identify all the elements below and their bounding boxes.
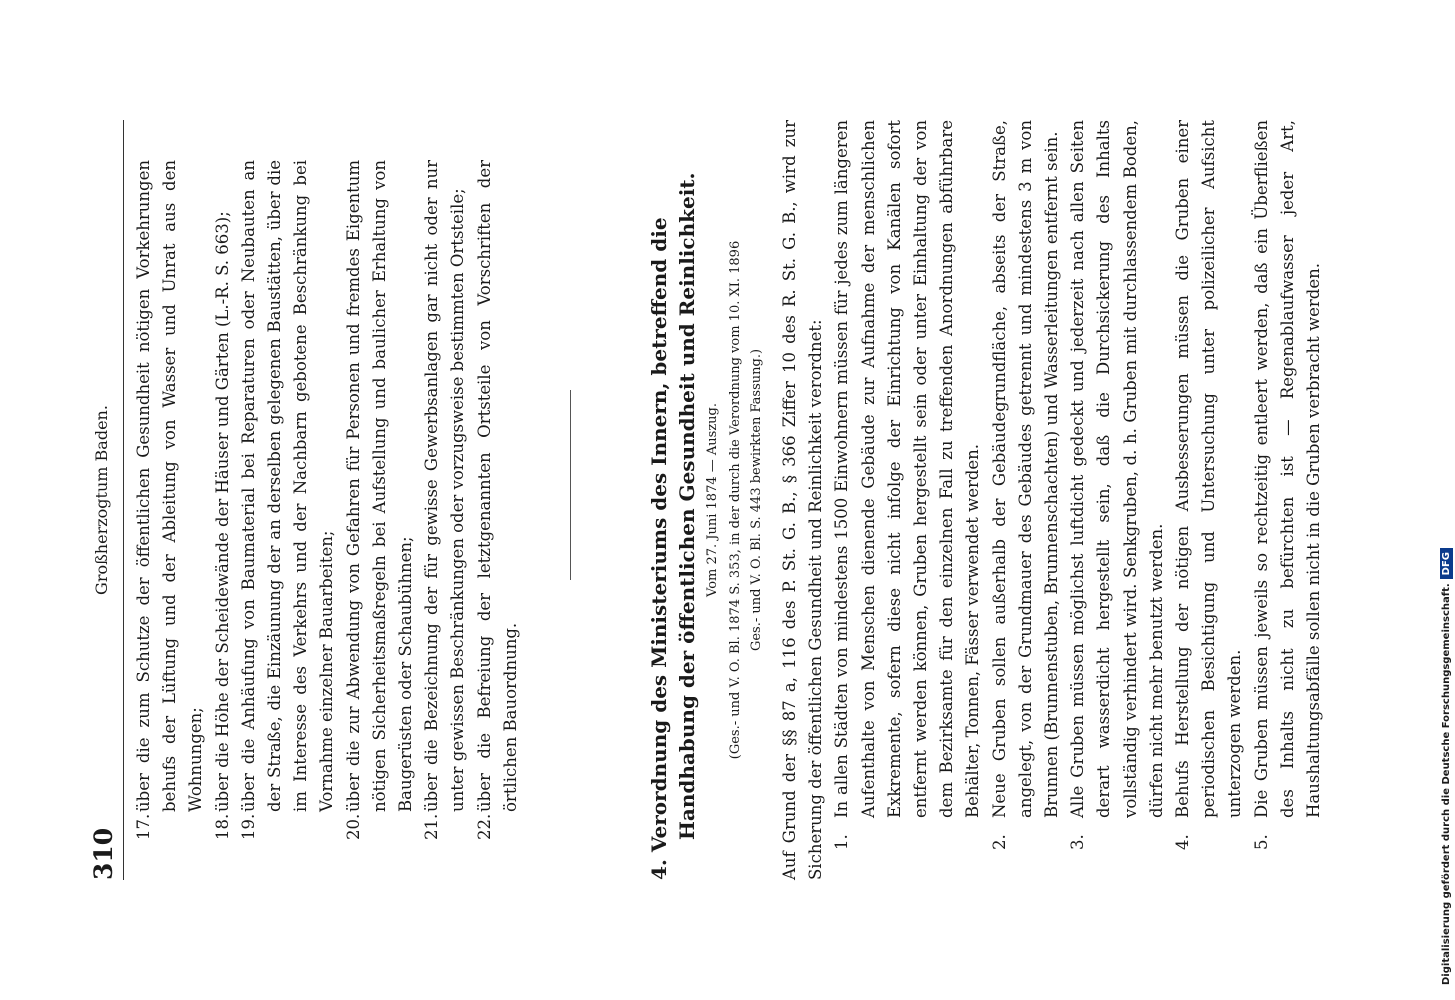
list-item: [1170, 120, 1249, 880]
section-title-text: 4. Verordnung des Ministeriums des Innern, betreffend die Handhabung der öffentlichen Gesundheit und Reinlichkeit.: [647, 172, 699, 880]
section-title: [645, 120, 701, 880]
item-text: über die Höhe der Scheidewände der Häuser und Gärten (L.-R. S. 663);: [212, 211, 232, 812]
section-body: [777, 120, 1327, 880]
dfg-logo: DFG: [1440, 548, 1453, 579]
list-item: [210, 160, 236, 880]
intro-paragraph: Auf Grund der §§ 87 a, 116 des P. St. G. B., § 366 Ziffer 10 des R. St. G. B., wird zur Sicherung der öffentlichen Gesundheit und Reinlichkeit verordnet:: [780, 120, 826, 880]
item-text: über die Anhäufung von Baumaterial bei Reparaturen oder Neubauten an der Straße, die Einzäunung der an derselben gelegenen Baustätten, über die im Interesse des Verkehrs und der Nachbarn gebotene Beschränkung bei Vornahme einzelner Bauarbeiten;: [238, 160, 337, 812]
rotated-page-content: [85, 120, 1324, 880]
item-text: über die zur Abwendung von Gefahren für Personen und fremdes Eigentum nötigen Sicherheitsmaßregeln bei Aufstellung und baulicher Erhaltung von Baugerüsten oder Schaubühnen;: [343, 160, 416, 812]
list-item: [419, 160, 471, 880]
list-item: [1065, 120, 1170, 880]
item-number: 1.: [832, 834, 852, 850]
list-item: [236, 160, 341, 880]
source-line: (Ges.- und V. O. Bl. 1874 S. 353, in der durch die Verordnung vom 10. XI. 1896: [728, 240, 743, 760]
item-number: 20.: [343, 813, 363, 840]
item-text: über die Bezeichnung der für gewisse Gewerbsanlagen gar nicht oder nur unter gewissen Beschränkungen oder vorzugsweise bestimmten Ortsteile;: [422, 160, 468, 812]
list-item: [472, 160, 524, 880]
section-divider: [570, 390, 571, 580]
list-item: [341, 160, 420, 880]
item-number: 22.: [474, 813, 494, 840]
item-number: 4.: [1173, 834, 1193, 850]
list-item: [131, 160, 210, 880]
item-number: 21.: [422, 813, 442, 840]
item-text: Behufs Herstellung der nötigen Ausbesserungen müssen die Gruben einer periodischen Besichtigung und Untersuchung unter polizeilicher Aufsicht unterzogen werden.: [1173, 120, 1245, 818]
item-text: über die zum Schutze der öffentlichen Gesundheit nötigen Vorkehrungen behufs der Lüftung und der Ableitung von Wasser und Unrat aus den Wohnungen;: [134, 160, 206, 812]
item-number: 19.: [238, 813, 258, 840]
funding-note-text: Digitalisierung gefördert durch die Deutsche Forschungsgemeinschaft.: [1441, 583, 1452, 985]
item-number: 5.: [1251, 834, 1271, 850]
source-line-2: Ges.- und V. O. Bl. S. 443 bewirkten Fassung.): [749, 348, 764, 652]
running-head: Großherzogtum Baden.: [92, 405, 111, 595]
funding-note: [1440, 548, 1453, 985]
date-line: Vom 27. Juni 1874 — Auszug.: [705, 403, 720, 597]
item-text: Die Gruben müssen jeweils so rechtzeitig entleert werden, daß ein Überfließen des Inhalts nicht zu befürchten ist — Regenablaufwasser jeder Art, Haushaltungsabfälle sollen nicht in die Gruben verbracht werden.: [1251, 120, 1324, 818]
item-text: über die Befreiung der letztgenannten Ortsteile von Vorschriften der örtlichen Bauordnung.: [474, 160, 520, 812]
list-item: [987, 120, 1066, 880]
page-number: 310: [89, 827, 118, 880]
list-item: [829, 120, 986, 880]
page-header: [85, 120, 124, 880]
item-number: 17.: [134, 813, 153, 840]
item-number: 18.: [212, 813, 232, 840]
item-text: Alle Gruben müssen möglichst luftdicht gedeckt und jederzeit nach allen Seiten derart wasserdicht hergestellt sein, daß die Durchsickerung des Inhalts vollständig verhindert wird. Senkgruben, d. h. Gruben mit durchlassendem Boden, dürfen nicht mehr benutzt werden.: [1068, 120, 1166, 818]
regulation-items: [829, 120, 1327, 880]
item-number: 3.: [1068, 834, 1088, 850]
item-number: 2.: [989, 834, 1009, 850]
list-item: [1249, 120, 1328, 880]
item-text: Neue Gruben sollen außerhalb der Gebäudegrundfläche, abseits der Straße, angelegt, von der Grundmauer des Gebäudes getrennt und mindestens 3 m von Brunnen (Brunnenstuben, Brunnenschachten) und Wasserleitungen entfernt sein.: [989, 120, 1062, 818]
regulation-list-continued: [131, 160, 524, 880]
item-text: In allen Städten von mindestens 1500 Einwohnern müssen für jedes zum längeren Aufenthalte von Menschen dienende Gebäude zur Aufnahme der menschlichen Exkremente, sofern diese nicht infolge der Einrichtung von Kanälen sofort entfernt werden können, Gruben hergestellt sein oder unter Einhaltung der von dem Bezirksamte für den einzelnen Fall zu treffenden Anordnungen abführbare Behälter, Tonnen, Fässer verwendet werden.: [832, 120, 983, 818]
